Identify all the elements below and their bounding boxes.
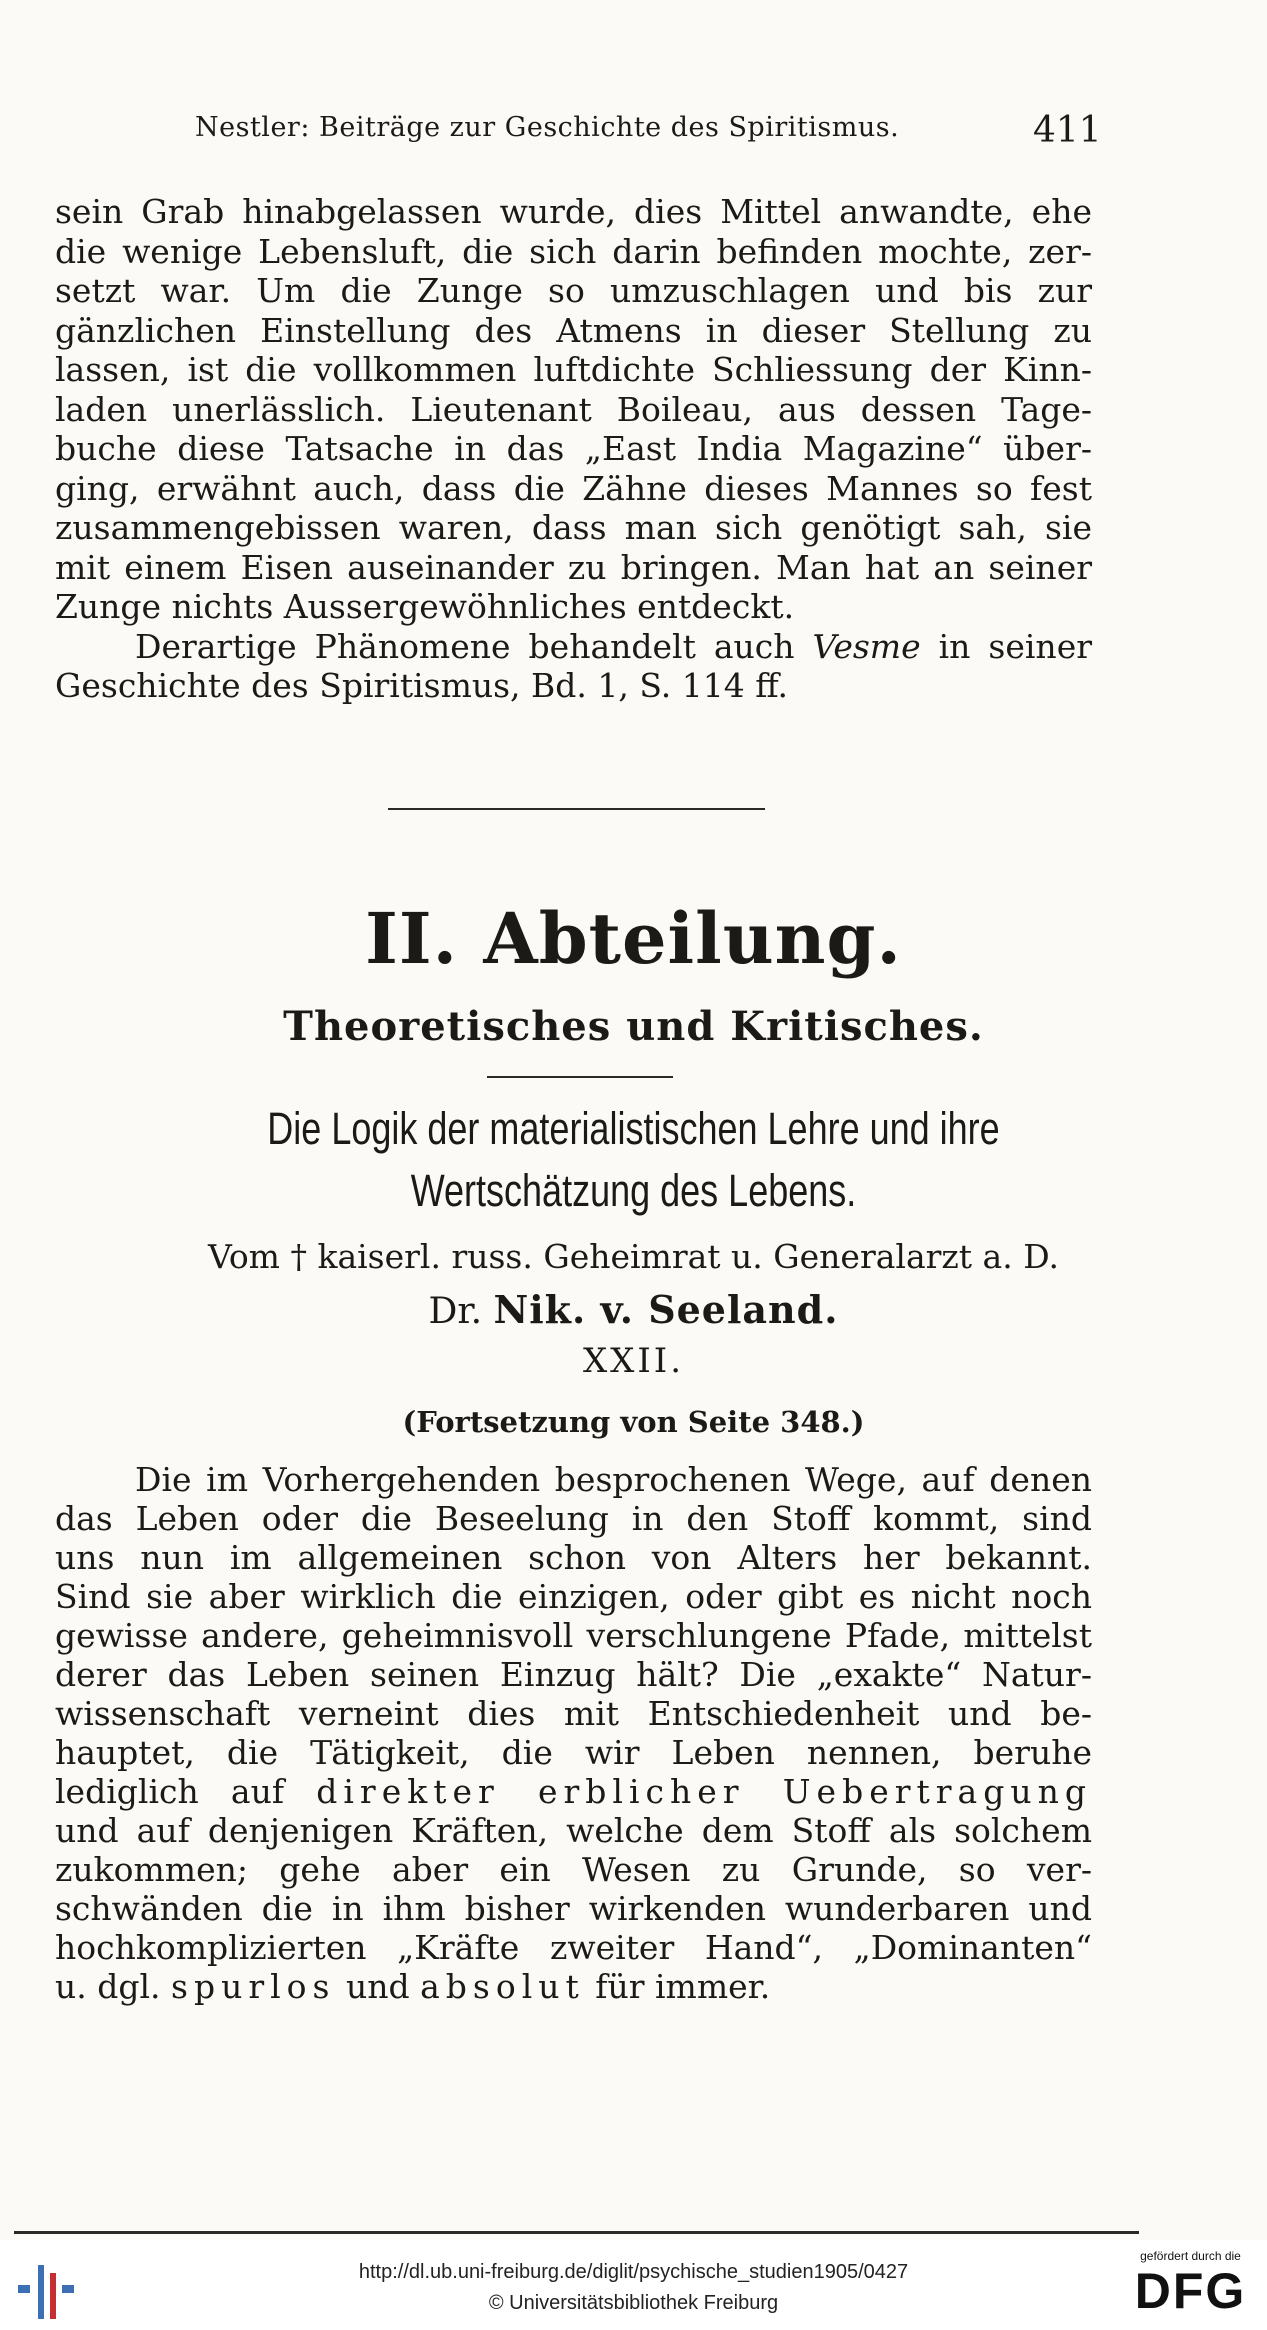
text-line: ging, erwähnt auch, dass die Zähne dieses Mannes so fest (55, 469, 1092, 508)
text-line: gewisse andere, geheimnisvoll verschlungene Pfade, mittelst (55, 1616, 1092, 1655)
emphasized-text: direkter erblicher Uebertragung (316, 1772, 1092, 1811)
author-prefix: Dr. (428, 1291, 494, 1332)
article-byline: Vom † kaiserl. russ. Geheimrat u. Generalarzt a. D. (208, 1237, 1059, 1276)
text-line: Sind sie aber wirklich die einzigen, oder gibt es nicht noch (55, 1577, 1092, 1616)
author-name: Nik. v. Seeland. (493, 1287, 839, 1332)
text-line: die wenige Lebensluft, die sich darin befinden mochte, zer- (55, 232, 1092, 271)
text-line: lassen, ist die vollkommen luftdichte Schliessung der Kinn- (55, 350, 1092, 389)
text-line: gänzlichen Einstellung des Atmens in dieser Stellung zu (55, 311, 1092, 350)
text-line: sein Grab hinabgelassen wurde, dies Mittel anwandte, ehe (55, 192, 1092, 231)
source-url[interactable]: http://dl.ub.uni-freiburg.de/diglit/psychische_studien1905/0427 (358, 2261, 909, 2283)
text-run: lediglich auf (55, 1772, 317, 1811)
text-line: zusammengebissen waren, dass man sich genötigt sah, sie (55, 508, 1092, 547)
text-line: laden unerlässlich. Lieutenant Boileau, aus dessen Tage- (55, 390, 1092, 429)
article-part: XXII. (582, 1341, 685, 1381)
article-title-line: Die Logik der materialistischen Lehre und ihre (267, 1103, 1000, 1154)
text-run: u. dgl. (55, 1967, 172, 2006)
reference-text: Derartige Phänomene behandelt auch (135, 627, 813, 666)
section-divider (388, 808, 765, 810)
section-subtitle: Theoretisches und Kritisches. (283, 1003, 984, 1050)
text-line: mit einem Eisen auseinander zu bringen. Man hat an seiner (55, 548, 1092, 587)
text-line: zukommen; gehe aber ein Wesen zu Grunde, so ver- (55, 1850, 1092, 1889)
text-line: wissenschaft verneint dies mit Entschiedenheit und be- (55, 1694, 1092, 1733)
article-title-line: Wertschätzung des Lebens. (410, 1165, 857, 1216)
section-title: II. Abteilung. (365, 897, 902, 980)
page-number: 411 (1033, 110, 1102, 151)
title-divider (487, 1076, 673, 1078)
emphasized-text: absolut (420, 1967, 585, 2006)
text-line: Die im Vorhergehenden besprochenen Wege, auf denen (135, 1460, 1092, 1499)
continuation-note: (Fortsetzung von Seite 348.) (402, 1405, 865, 1439)
text-run: für immer. (584, 1967, 771, 2006)
reference-line: Geschichte des Spiritismus, Bd. 1, S. 114 ff. (55, 666, 789, 705)
text-line: hauptet, die Tätigkeit, die wir Leben nennen, beruhe (55, 1733, 1092, 1772)
reference-text: in seiner (920, 627, 1092, 666)
text-line: uns nun im allgemeinen schon von Alters her bekannt. (55, 1538, 1092, 1577)
text-line: buche diese Tatsache in das „East India Magazine“ über- (55, 429, 1092, 468)
text-line: setzt war. Um die Zunge so umzuschlagen und bis zur (55, 271, 1092, 310)
emphasized-text: spurlos (171, 1967, 336, 2006)
bottom-rule (14, 2231, 1139, 2234)
reference-line (135, 627, 1092, 667)
running-head: Nestler: Beiträge zur Geschichte des Spiritismus. (195, 112, 900, 143)
library-logo-icon (12, 2255, 82, 2325)
text-line: das Leben oder die Beseelung in den Stoff kommt, sind (55, 1499, 1092, 1538)
reference-author: Vesme (812, 627, 921, 666)
text-line: und auf denjenigen Kräften, welche dem Stoff als solchem (55, 1811, 1092, 1850)
viewer-footer (0, 2240, 1267, 2330)
text-line-spaced (55, 1772, 1092, 1812)
dfg-wordmark: DFG (1134, 2263, 1247, 2319)
copyright-notice: © Universitätsbibliothek Freiburg (488, 2292, 779, 2314)
text-line: schwänden die in ihm bisher wirkenden wunderbaren und (55, 1889, 1092, 1928)
text-run: und (335, 1967, 421, 2006)
article-author (0, 1287, 1267, 1332)
text-line-spaced (55, 1967, 770, 2007)
dfg-logo (1128, 2249, 1253, 2325)
text-line: Zunge nichts Aussergewöhnliches entdeckt. (55, 587, 795, 626)
dfg-tagline: gefördert durch die (1140, 2249, 1241, 2263)
text-line: hochkomplizierten „Kräfte zweiter Hand“, „Dominanten“ (55, 1928, 1092, 1967)
text-line: derer das Leben seinen Einzug hält? Die „exakte“ Natur- (55, 1655, 1092, 1694)
